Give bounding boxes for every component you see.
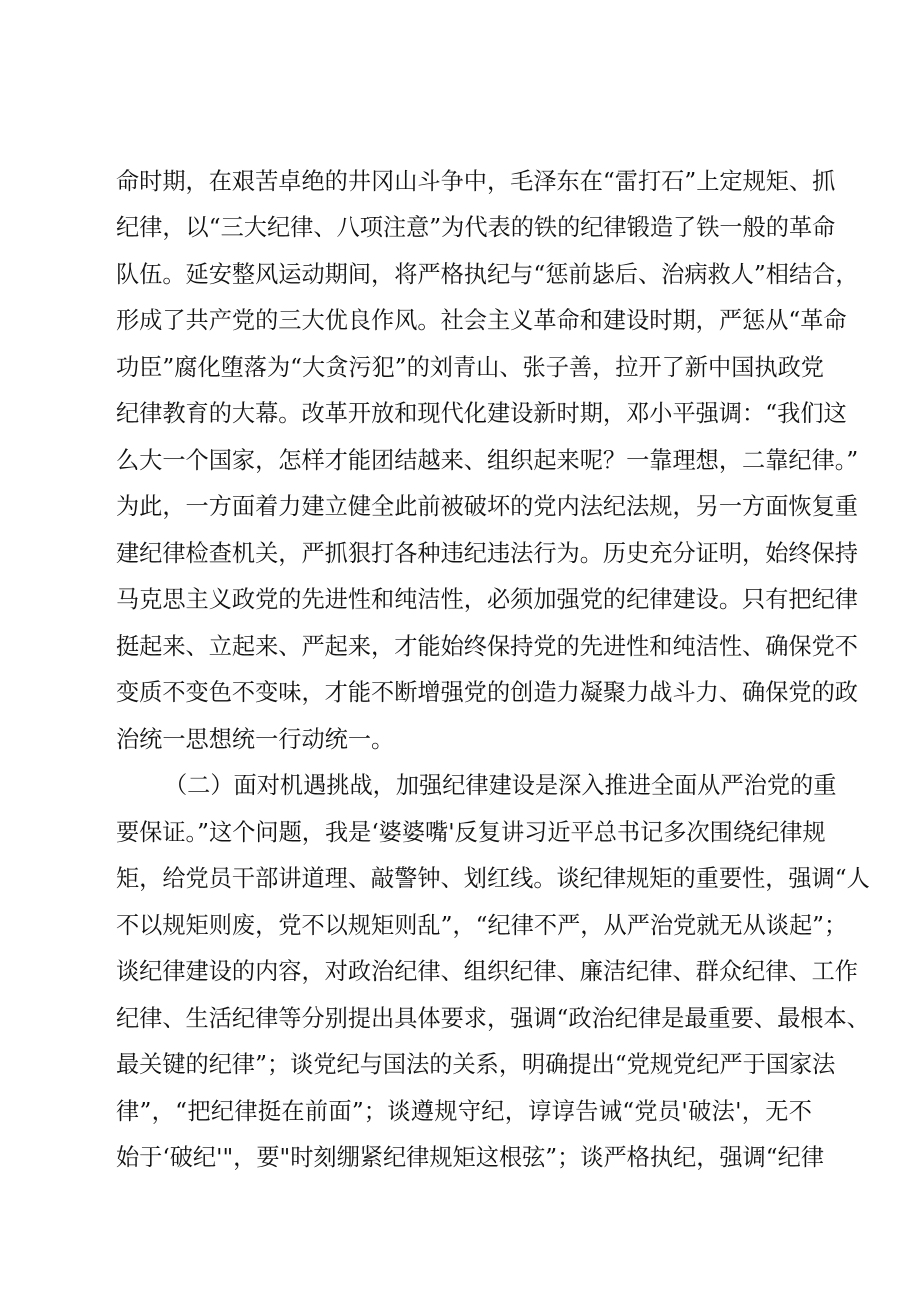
paragraph-line: 始于‘破纪'"，要"时刻绷紧纪律规矩这根弦”；谈严格执纪，强调“纪律 xyxy=(116,1144,825,1171)
paragraph-line: 不以规矩则废，党不以规矩则乱”，“纪律不严，从严治党就无从谈起”； xyxy=(116,912,848,939)
paragraph-line: 最关键的纪律”；谈党纪与国法的关系，明确提出“党规党纪严于国家法 xyxy=(116,1051,836,1078)
paragraph-line: 谈纪律建设的内容，对政治纪律、组织纪律、廉洁纪律、群众纪律、工作 xyxy=(116,958,858,985)
paragraph-line: 纪律、生活纪律等分别提出具体要求，强调“政治纪律是最重要、最根本、 xyxy=(116,1005,870,1032)
paragraph-line: 形成了共产党的三大优良作风。社会主义革命和建设时期，严惩从“革命 xyxy=(116,307,847,334)
paragraph-line: 建纪律检查机关，严抓狠打各种违纪违法行为。历史充分证明，始终保持 xyxy=(116,540,858,567)
paragraph-line: 命时期，在艰苦卓绝的井冈山斗争中，毛泽东在“雷打石”上定规矩、抓 xyxy=(116,168,836,195)
paragraph-line: 矩，给党员干部讲道理、敲警钟、划红线。谈纪律规矩的重要性，强调“人 xyxy=(116,865,870,892)
paragraph-line: 治统一思想统一行动统一。 xyxy=(116,726,395,753)
paragraph-line: 队伍。延安整风运动期间，将严格执纪与“惩前毖后、治病救人”相结合， xyxy=(116,261,859,288)
paragraph-line: 为此，一方面着力建立健全此前被破坏的党内法纪法规，另一方面恢复重 xyxy=(116,493,858,520)
paragraph-line: 么大一个国家，怎样才能团结越来、组织起来呢？一靠理想，二靠纪律。” xyxy=(116,447,859,474)
paragraph-line: 变质不变色不变味，才能不断增强党的创造力凝聚力战斗力、确保党的政 xyxy=(116,679,858,706)
paragraph-line: 纪律，以“三大纪律、八项注意”为代表的铁的纪律锻造了铁一般的革命 xyxy=(116,214,836,241)
paragraph-line: 功臣”腐化堕落为“大贪污犯”的刘青山、张子善，拉开了新中国执政党 xyxy=(116,354,824,381)
paragraph-line: 要保证。”这个问题，我是‘婆婆嘴'反复讲习近平总书记多次围绕纪律规 xyxy=(116,819,826,846)
paragraph-line: 纪律教育的大幕。改革开放和现代化建设新时期，邓小平强调：“我们这 xyxy=(116,400,847,427)
section-heading-line: （二）面对机遇挑战，加强纪律建设是深入推进全面从严治党的重 xyxy=(164,772,837,799)
paragraph-line: 马克思主义政党的先进性和纯洁性，必须加强党的纪律建设。只有把纪律 xyxy=(116,586,858,613)
paragraph-line: 挺起来、立起来、严起来，才能始终保持党的先进性和纯洁性、确保党不 xyxy=(116,633,858,660)
paragraph-line: 律”，“把纪律挺在前面”；谈遵规守纪，谆谆告诫“党员'破法'，无不 xyxy=(116,1098,812,1125)
